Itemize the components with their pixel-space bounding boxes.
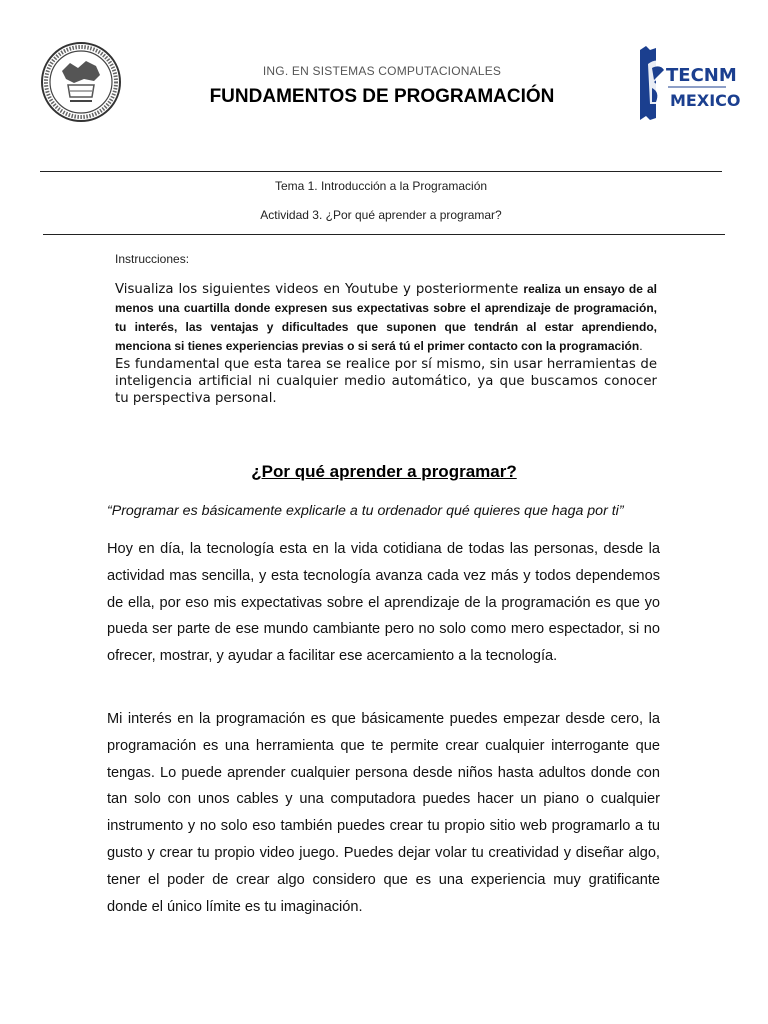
section-divider: [43, 234, 725, 235]
header-divider: [40, 171, 722, 172]
topic-line: Tema 1. Introducción a la Programación: [274, 179, 488, 193]
essay-paragraph: Mi interés en la programación es que básicamente puedes empezar desde cero, la programación es una herramienta que te permite crear cualquier interrogante que tengas. Lo puede aprender cualquier persona desde niños hasta adultos donde con tan solo con unos cables y una computadora puedes hacer un piano o cualquier instrumento y no solo eso también puedes crear tu propio sitio web programarlo a tu gusto y crear tu propio video juego. Puedes dejar volar tu creatividad y diseñar algo, tener el poder de crear algo considero que es una experiencia muy gratificante donde el único límite es tu imaginación.: [107, 711, 660, 915]
institution-seal-logo: [40, 41, 122, 123]
activity-line: Actividad 3. ¿Por qué aprender a programar?: [260, 208, 502, 222]
instructions-period: .: [639, 339, 643, 353]
tecnm-logo: [638, 46, 741, 122]
instructions-label: Instrucciones:: [115, 252, 190, 266]
instructions-block: [115, 280, 657, 407]
instructions-intro: Visualiza los siguientes videos en Youtube y posteriormente: [115, 282, 519, 297]
essay-paragraph: Hoy en día, la tecnología esta en la vida cotidiana de todas las personas, desde la actividad mas sencilla, y esta tecnología avanza cada vez más y todos dependemos de ella, por eso mis expectativas sobre el aprendizaje de la programación es que yo pueda ser parte de ese mundo cambiante pero no solo como mero espectador, si no ofrecer, mostrar, y ayudar a facilitar ese acercamiento a la tecnología.: [107, 541, 660, 665]
essay-quote: “Programar es básicamente explicarle a tu ordenador qué quieres que haga por ti”: [107, 503, 624, 519]
instructions-note: Es fundamental que esta tarea se realice por sí mismo, sin usar herramientas de inteligencia artificial ni cualquier medio automático, ya que buscamos conocer tu perspectiva personal.: [115, 357, 657, 406]
tecnm-logo-text: TECNM: [666, 65, 737, 86]
essay-title: ¿Por qué aprender a programar?: [251, 462, 517, 481]
tecnm-logo-subtext: MEXICO: [670, 91, 741, 110]
career-name: ING. EN SISTEMAS COMPUTACIONALES: [262, 64, 502, 78]
course-title: FUNDAMENTOS DE PROGRAMACIÓN: [209, 86, 555, 107]
instructions-bold-text: realiza un ensayo de al menos una cuartilla donde expresen sus expectativas sobre el aprendizaje de programación, tu interés, las ventajas y dificultades que suponen que tendrán al estar aprendiendo, menciona si tienes experiencias previas o si será tú el primer contacto con la programación: [115, 282, 657, 353]
